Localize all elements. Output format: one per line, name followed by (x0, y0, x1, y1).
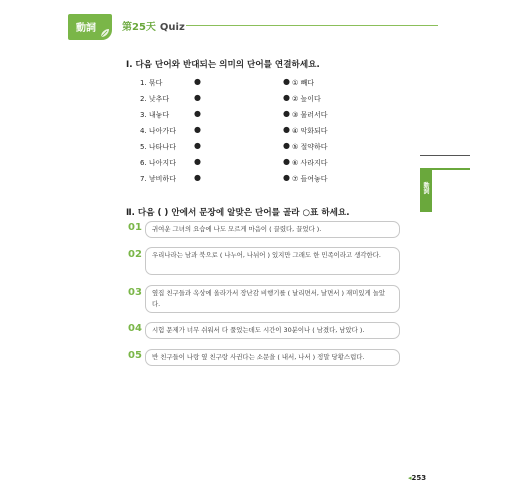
matching-row (140, 110, 360, 122)
side-tab-label: 動詞 (422, 182, 429, 194)
left-word: 6. 나아지다 (140, 159, 176, 167)
left-word: 1. 묶다 (140, 79, 163, 87)
chapter-tab (68, 14, 112, 40)
arrow-left-icon: ◂ (408, 474, 412, 482)
right-dot[interactable]: ● (283, 173, 290, 182)
right-dot[interactable]: ● (283, 141, 290, 150)
page-number (408, 474, 426, 482)
question-number: 03 (128, 287, 142, 298)
matching-row (140, 78, 360, 90)
right-word: ⑤ 절약하다 (292, 143, 328, 151)
question-box[interactable]: 반 친구들이 나랑 옆 친구랑 사귄다는 소문을 ( 내서, 나서 ) 정말 당황스럽다. (145, 349, 400, 366)
left-word: 5. 나타나다 (140, 143, 176, 151)
question-box[interactable]: 옆집 친구들과 옥상에 올라가서 장난감 비행기를 ( 날리면서, 날면서 ) 재미있게 놀았다. (145, 285, 400, 313)
question-box[interactable]: 귀여운 그녀의 요습에 나도 모르게 마음이 ( 끌렸다, 끌었다 ). (145, 221, 400, 238)
page-title (122, 18, 185, 33)
page-number-value: 253 (411, 474, 427, 482)
matching-row (140, 142, 360, 154)
section1-title: Ⅰ. 다음 단어와 반대되는 의미의 단어를 연결하세요. (126, 60, 320, 70)
header-divider (186, 25, 438, 26)
left-word: 3. 내놓다 (140, 111, 170, 119)
left-dot[interactable]: ● (194, 173, 201, 182)
question-number: 04 (128, 323, 142, 334)
right-dot[interactable]: ● (283, 157, 290, 166)
left-word: 7. 낳비하다 (140, 175, 176, 183)
right-dot[interactable]: ● (283, 125, 290, 134)
left-dot[interactable]: ● (194, 141, 201, 150)
left-word: 2. 낮추다 (140, 95, 170, 103)
left-dot[interactable]: ● (194, 109, 201, 118)
chapter-tab-label: 動詞 (76, 23, 96, 34)
right-word: ⑦ 들여놓다 (292, 175, 328, 183)
right-dot[interactable]: ● (283, 109, 290, 118)
left-dot[interactable]: ● (194, 157, 201, 166)
matching-row (140, 126, 360, 138)
day-label: 第25天 (122, 22, 156, 33)
left-dot[interactable]: ● (194, 93, 201, 102)
left-word: 4. 나아가다 (140, 127, 176, 135)
left-dot[interactable]: ● (194, 125, 201, 134)
question-box[interactable]: 시험 문제가 너무 쉬워서 다 풀었는데도 시간이 30분이나 ( 남겼다, 남았다 ). (145, 322, 400, 339)
side-divider-green (432, 168, 470, 170)
right-word: ① 빼다 (292, 79, 315, 87)
right-dot[interactable]: ● (283, 77, 290, 86)
question-number: 05 (128, 350, 142, 361)
matching-row (140, 158, 360, 170)
right-word: ② 높이다 (292, 95, 321, 103)
right-word: ③ 물러서다 (292, 111, 328, 119)
side-divider (420, 155, 470, 156)
right-word: ⑥ 사라지다 (292, 159, 328, 167)
quiz-label: Quiz (159, 22, 185, 33)
right-dot[interactable]: ● (283, 93, 290, 102)
question-number: 02 (128, 249, 142, 260)
matching-row (140, 174, 360, 186)
question-number: 01 (128, 222, 142, 233)
question-box[interactable]: 우리나라는 남과 북으로 ( 나누어, 나뉘어 ) 있지만 그래도 한 민족이라고 생각한다. (145, 247, 400, 275)
matching-row (140, 94, 360, 106)
left-dot[interactable]: ● (194, 77, 201, 86)
section2-title: Ⅱ. 다음 ( ) 안에서 문장에 알맞은 단어를 골라 ○표 하세요. (126, 208, 350, 218)
side-tab (420, 168, 432, 212)
leaf-icon (100, 28, 110, 38)
right-word: ④ 악화되다 (292, 127, 328, 135)
